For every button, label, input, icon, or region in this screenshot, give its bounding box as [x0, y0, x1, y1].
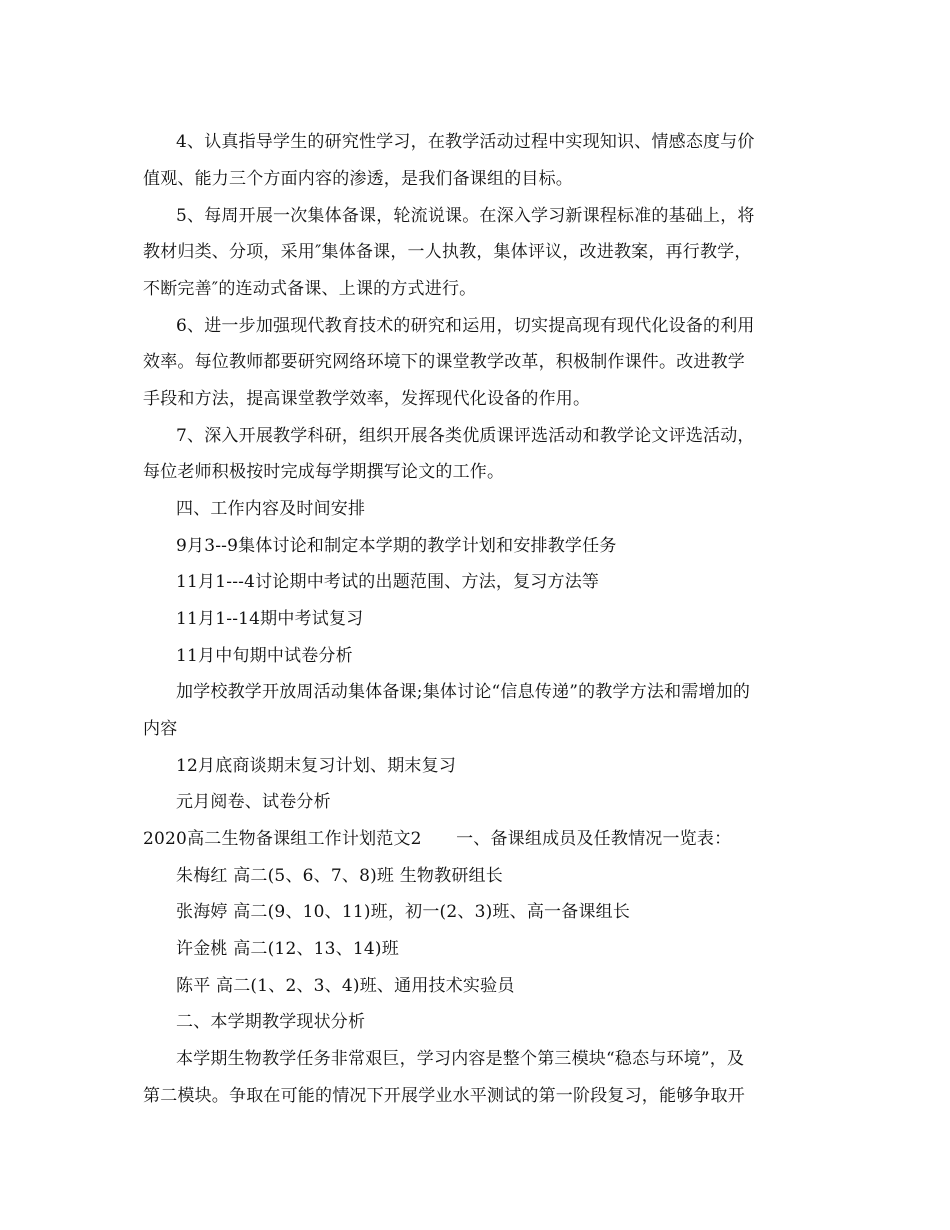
member-row: 朱梅红 高二(5、6、7、8)班 生物教研组长 [176, 866, 503, 886]
section-heading: 四、工作内容及时间安排 [176, 499, 366, 519]
text-line: 第二模块。争取在可能的情况下开展学业水平测试的第一阶段复习，能够争取开 [143, 1086, 745, 1106]
member-row: 许金桃 高二(12、13、14)班 [176, 939, 399, 959]
text-line: 本学期生物教学任务非常艰巨，学习内容是整个第三模块“稳态与环境”，及 [176, 1049, 745, 1069]
schedule-item: 9月3--9集体讨论和制定本学期的教学计划和安排教学任务 [176, 536, 617, 556]
text-line: 5、每周开展一次集体备课，轮流说课。在深入学习新课程标准的基础上，将 [176, 206, 755, 226]
text-line: 7、深入开展教学科研，组织开展各类优质课评选活动和教学论文评选活动， [176, 426, 755, 446]
schedule-item: 11月1---4讨论期中考试的出题范围、方法，复习方法等 [176, 572, 600, 592]
text-line: 4、认真指导学生的研究性学习，在教学活动过程中实现知识、情感态度与价 [176, 132, 755, 152]
schedule-item: 11月中旬期中试卷分析 [176, 646, 353, 666]
member-row: 张海婷 高二(9、10、11)班，初一(2、3)班、高一备课组长 [176, 902, 631, 922]
text-line: 效率。每位教师都要研究网络环境下的课堂教学改革，积极制作课件。改进教学 [143, 352, 745, 372]
text-line: 内容 [143, 719, 178, 739]
text-line: 6、进一步加强现代教育技术的研究和运用，切实提高现有现代化设备的利用 [176, 316, 755, 336]
document-title-line: 2020高二生物备课组工作计划范文2 一、备课组成员及任教情况一览表： [143, 829, 732, 849]
text-line: 手段和方法，提高课堂教学效率，发挥现代化设备的作用。 [143, 389, 591, 409]
member-row: 陈平 高二(1、2、3、4)班、通用技术实验员 [176, 976, 515, 996]
section-heading: 二、本学期教学现状分析 [176, 1012, 366, 1032]
text-line: 不断完善″的连动式备课、上课的方式进行。 [143, 279, 477, 299]
schedule-item: 元月阅卷、试卷分析 [176, 792, 331, 812]
text-line: 教材归类、分项，采用″集体备课，一人执教，集体评议，改进教案，再行教学， [143, 242, 752, 262]
schedule-item: 12月底商谈期末复习计划、期末复习 [176, 756, 457, 776]
schedule-item: 11月1--14期中考试复习 [176, 609, 364, 629]
text-line: 值观、能力三个方面内容的渗透，是我们备课组的目标。 [143, 169, 573, 189]
text-line: 每位老师积极按时完成每学期撰写论文的工作。 [143, 462, 505, 482]
schedule-item: 加学校教学开放周活动集体备课;集体讨论“信息传递”的教学方法和需增加的 [176, 682, 751, 702]
